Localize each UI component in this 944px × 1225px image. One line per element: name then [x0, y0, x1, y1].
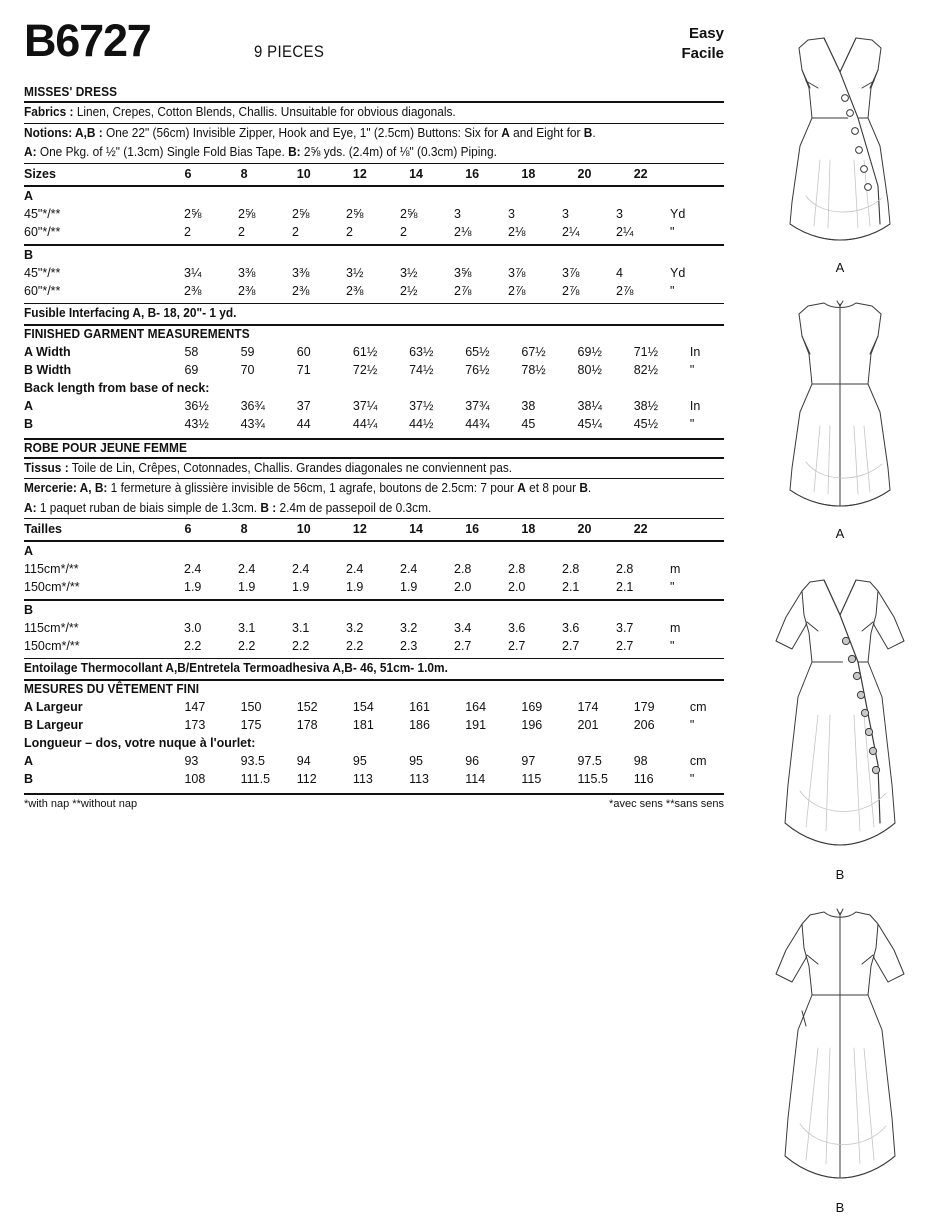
cell: 2⅞ [508, 283, 526, 298]
cell: 2⅞ [454, 283, 472, 298]
table-row [24, 578, 724, 596]
sizes-label-fr: Tailles [24, 522, 62, 537]
cell: 2.2 [184, 639, 202, 654]
cell: 3.2 [400, 621, 418, 636]
back-length-b-label-fr: B [24, 772, 34, 786]
row-label-45-en: 45"*/** [24, 206, 61, 221]
cell: 37¾ [465, 398, 490, 413]
table-row [24, 187, 724, 205]
cell: 82½ [633, 362, 659, 377]
cell: 76½ [465, 362, 490, 377]
dress-a-back-illustration [758, 292, 922, 524]
figure-label: B [835, 867, 845, 882]
cell: 147 [184, 700, 206, 714]
cell: 191 [465, 718, 487, 732]
notions-text-c-fr: . [587, 481, 592, 496]
cell: 95 [352, 754, 367, 768]
table-row [24, 246, 724, 264]
table-row [24, 560, 724, 578]
notions-b-text-fr: 2.4m de passepoil de 0.3cm. [276, 500, 432, 515]
size-col-1: 8 [240, 166, 248, 181]
cell: 44¼ [352, 416, 378, 431]
unit-cell: " [670, 224, 675, 239]
cell: 150 [240, 700, 262, 714]
cell: 152 [296, 700, 318, 714]
table-row [24, 264, 724, 282]
cell: 186 [409, 718, 430, 732]
unit-cell: In [689, 344, 701, 359]
a-width-label-en: A Width [24, 344, 71, 359]
table-row [24, 734, 724, 752]
back-length-label-fr: Longueur – dos, votre nuque à l'ourlet: [24, 736, 256, 750]
cell: 179 [633, 700, 655, 714]
fabrics-line-en [24, 103, 689, 123]
notions-line1-en [24, 124, 689, 144]
cell: 2.2 [292, 639, 310, 654]
fabrics-label-fr: Tissus : [24, 460, 69, 475]
cell: 115.5 [577, 772, 608, 786]
yardage-view-a-en [24, 187, 724, 241]
notions-view-b-fr: B [579, 481, 588, 496]
table-row [24, 716, 724, 734]
size-col-6: 18 [521, 166, 536, 181]
cell: 67½ [521, 344, 546, 359]
cell: 45½ [633, 416, 659, 431]
row-label-45-b-en: 45"*/** [24, 265, 61, 280]
cell: 154 [352, 700, 374, 714]
notions-text-b-fr: et 8 pour [525, 481, 580, 496]
unit-header-en [690, 164, 724, 185]
fabrics-text-fr: Toile de Lin, Crêpes, Cotonnades, Challis. Grandes diagonales ne conviennent pas. [71, 460, 513, 475]
yardage-view-a-fr [24, 542, 724, 596]
back-length-a-label-fr: A [24, 754, 34, 768]
cell: 38¼ [577, 398, 602, 413]
difficulty-badge [681, 24, 724, 65]
size-col-5: 16 [465, 166, 480, 181]
back-length-label-en: Back length from base of neck: [24, 380, 210, 395]
cell: 115 [521, 772, 542, 786]
size-col-5: 16 [465, 522, 480, 537]
cell: 3⅜ [238, 265, 256, 280]
cell: 80½ [577, 362, 602, 377]
cell: 93.5 [240, 754, 265, 768]
table-row [24, 379, 724, 397]
footnote-nap-fr: *avec sens **sans sens [609, 798, 724, 810]
cell: 2⅜ [238, 283, 256, 298]
table-row [24, 619, 724, 637]
yardage-table-fr [24, 519, 724, 540]
cell: 78½ [521, 362, 546, 377]
cell: 2.3 [400, 639, 418, 654]
dress-b-back-illustration [758, 898, 922, 1198]
b-width-label-fr: B Largeur [24, 718, 84, 732]
cell: 37 [296, 398, 311, 413]
unit-cell: m [670, 562, 681, 577]
cell: 181 [352, 718, 374, 732]
cell: 37½ [409, 398, 434, 413]
a-width-label-fr: A Largeur [24, 700, 83, 714]
notions-line1-fr [24, 479, 689, 499]
cell: 3⅝ [454, 265, 472, 280]
table-row-header-fr [24, 519, 724, 540]
cell: 111.5 [240, 772, 271, 786]
cell: 2.8 [508, 562, 526, 577]
notions-text-c-en: . [592, 125, 596, 140]
cell: 3.2 [346, 621, 364, 636]
cell: 3.7 [616, 621, 634, 636]
notions-view-a-fr: A [517, 481, 526, 496]
b-width-label-en: B Width [24, 362, 72, 377]
size-col-0: 6 [184, 522, 192, 537]
finished-measurements-title-en: FINISHED GARMENT MEASUREMENTS [24, 326, 250, 341]
cell: 175 [240, 718, 262, 732]
notions-text-a-fr: 1 fermeture à glissière invisible de 56cm, 1 agrafe, boutons de 2.5cm: 7 pour [107, 481, 518, 496]
cell: 58 [184, 344, 199, 359]
unit-cell: m [670, 621, 681, 636]
cell: 72½ [352, 362, 378, 377]
cell: 2⅛ [508, 224, 526, 239]
cell: 113 [409, 772, 430, 786]
cell: 96 [465, 754, 480, 768]
row-label-115-en: 115cm*/** [24, 562, 79, 577]
row-label-150-en: 150cm*/** [24, 580, 80, 595]
unit-header-fr [690, 519, 724, 540]
unit-cell: " [670, 283, 675, 298]
notions-b-label-en: B: [288, 145, 301, 160]
envelope-header [24, 15, 724, 84]
cell: 2.4 [184, 562, 202, 577]
notions-text-b-en: and Eight for [509, 125, 584, 140]
cell: 95 [409, 754, 423, 768]
unit-cell: " [689, 772, 695, 786]
cell: 45 [521, 416, 536, 431]
cell: 3½ [346, 265, 364, 280]
cell: 97.5 [577, 754, 602, 768]
cell: 2.8 [616, 562, 634, 577]
cell: 3.1 [292, 621, 310, 636]
spacer [184, 187, 724, 205]
difficulty-label-fr: Facile [681, 45, 724, 63]
view-b-heading-fr: B [24, 603, 34, 618]
cell: 71½ [633, 344, 659, 359]
cell: 98 [633, 754, 648, 768]
cell: 108 [184, 772, 206, 786]
cell: 3.4 [454, 621, 472, 636]
cell: 2⅝ [184, 206, 202, 221]
size-col-8: 22 [633, 166, 648, 181]
cell: 2⅝ [400, 206, 418, 221]
size-col-2: 10 [296, 522, 311, 537]
table-row [24, 698, 724, 716]
table-row [24, 223, 724, 241]
interfacing-line-fr: Entoilage Thermocollant A,B/Entretela Termoadhesiva A,B- 46, 51cm- 1.0m. [24, 661, 448, 676]
size-col-4: 14 [409, 522, 423, 537]
cell: 2 [346, 224, 353, 239]
notions-label-en: Notions: A,B : [24, 125, 103, 140]
garment-title-fr: ROBE POUR JEUNE FEMME [24, 440, 187, 455]
cell: 60 [296, 344, 311, 359]
yardage-view-b-en [24, 246, 724, 300]
pattern-info-sheet [24, 0, 724, 1225]
cell: 94 [296, 754, 311, 768]
cell: 173 [184, 718, 206, 732]
table-row [24, 205, 724, 223]
cell: 3½ [400, 265, 418, 280]
cell: 38½ [633, 398, 659, 413]
table-row [24, 415, 724, 433]
cell: 97 [521, 754, 536, 768]
table-row [24, 542, 724, 560]
cell: 2⅛ [454, 224, 472, 239]
row-label-60-b-en: 60"*/** [24, 283, 61, 298]
size-col-8: 22 [633, 522, 648, 537]
spacer [184, 601, 724, 619]
cell: 2.7 [562, 639, 580, 654]
cell: 174 [577, 700, 599, 714]
figure-label: B [835, 1200, 845, 1215]
notions-label-fr: Mercerie: A, B: [24, 481, 108, 496]
cell: 2.4 [400, 562, 418, 577]
cell: 38 [521, 398, 536, 413]
cell: 44 [296, 416, 311, 431]
view-a-heading-en: A [24, 188, 34, 203]
interfacing-line-en: Fusible Interfacing A, B- 18, 20"- 1 yd. [24, 305, 237, 320]
view-b-heading-en: B [24, 247, 34, 262]
cell: 2 [400, 224, 407, 239]
cell: 3 [454, 206, 461, 221]
cell: 74½ [409, 362, 434, 377]
cell: 71 [296, 362, 311, 377]
cell: 44¾ [465, 416, 490, 431]
cell: 112 [296, 772, 317, 786]
cell: 2 [184, 224, 191, 239]
cell: 1.9 [346, 580, 364, 595]
footnotes [24, 795, 724, 815]
notions-a-text-fr: 1 paquet ruban de biais simple de 1.3cm. [36, 500, 261, 515]
cell: 2⅝ [238, 206, 256, 221]
table-row [24, 361, 724, 379]
cell: 196 [521, 718, 543, 732]
notions-view-a-en: A [501, 125, 510, 140]
cell: 2.7 [508, 639, 526, 654]
notions-b-label-fr: B : [260, 500, 277, 515]
table-row [24, 752, 724, 770]
notions-text-a-en: One 22" (56cm) Invisible Zipper, Hook and Eye, 1" (2.5cm) Buttons: Six for [106, 125, 502, 140]
fabrics-label-en: Fabrics : [24, 105, 74, 119]
cell: 1.9 [184, 580, 202, 595]
dress-a-front-illustration [758, 26, 922, 258]
unit-cell: Yd [670, 206, 686, 221]
table-row [24, 343, 724, 361]
figure-a-back [750, 292, 930, 541]
cell: 2.2 [346, 639, 364, 654]
finished-measurements-en [24, 343, 724, 433]
cell: 114 [465, 772, 486, 786]
table-row [24, 601, 724, 619]
dress-b-front-illustration [758, 565, 922, 865]
table-row [24, 637, 724, 655]
unit-cell: " [689, 718, 695, 732]
back-length-b-label-en: B [24, 416, 34, 431]
cell: 61½ [352, 344, 378, 359]
notions-line2-en [24, 143, 689, 163]
cell: 2.1 [562, 580, 580, 595]
figure-b-front [750, 565, 930, 882]
cell: 1.9 [400, 580, 418, 595]
piece-count: 9 PIECES [254, 42, 325, 61]
cell: 43½ [184, 416, 209, 431]
cell: 63½ [409, 344, 434, 359]
cell: 43¾ [240, 416, 265, 431]
size-col-3: 12 [352, 166, 367, 181]
cell: 1.9 [292, 580, 310, 595]
unit-cell: " [670, 580, 675, 595]
cell: 178 [296, 718, 318, 732]
cell: 2.7 [616, 639, 634, 654]
cell: 2.8 [454, 562, 472, 577]
cell: 59 [240, 344, 255, 359]
size-col-7: 20 [577, 166, 592, 181]
row-label-150-b-fr: 150cm*/** [24, 639, 80, 654]
unit-cell: In [689, 398, 701, 413]
cell: 161 [409, 700, 430, 714]
cell: 93 [184, 754, 199, 768]
cell: 2⅜ [346, 283, 364, 298]
table-row [24, 397, 724, 415]
size-col-3: 12 [352, 522, 367, 537]
size-col-4: 14 [409, 166, 423, 181]
cell: 2.4 [292, 562, 310, 577]
cell: 2⅝ [292, 206, 310, 221]
cell: 2½ [400, 283, 418, 298]
notions-b-text-en: 2⅝ yds. (2.4m) of ⅛" (0.3cm) Piping. [300, 145, 497, 160]
cell: 2¼ [562, 224, 580, 239]
finished-measurements-title-fr: MESURES DU VÊTEMENT FINI [24, 682, 200, 696]
notions-line2-fr [24, 499, 689, 519]
cell: 2⅞ [616, 283, 634, 298]
cell: 2.1 [616, 580, 634, 595]
figure-a-front [750, 26, 930, 275]
cell: 70 [240, 362, 255, 377]
unit-cell: " [670, 639, 675, 654]
cell: 201 [577, 718, 599, 732]
size-col-7: 20 [577, 522, 592, 537]
cell: 2.2 [238, 639, 256, 654]
cell: 2¼ [616, 224, 634, 239]
unit-cell: " [689, 362, 695, 377]
notions-a-label-fr: A: [24, 500, 37, 515]
cell: 36¾ [240, 398, 265, 413]
cell: 4 [616, 265, 623, 280]
cell: 169 [521, 700, 543, 714]
difficulty-label-en: Easy [688, 25, 724, 42]
size-col-0: 6 [184, 166, 192, 181]
cell: 2⅜ [184, 283, 202, 298]
row-label-115-b-fr: 115cm*/** [24, 621, 79, 636]
row-label-60-en: 60"*/** [24, 224, 61, 239]
cell: 3⅞ [562, 265, 580, 280]
cell: 3 [508, 206, 515, 221]
size-col-2: 10 [296, 166, 311, 181]
garment-title-en: MISSES' DRESS [24, 85, 118, 99]
finished-measurements-fr [24, 698, 724, 788]
cell: 2⅜ [292, 283, 310, 298]
cell: 2.8 [562, 562, 580, 577]
fabrics-text-en: Linen, Crepes, Cotton Blends, Challis. Unsuitable for obvious diagonals. [76, 105, 456, 119]
cell: 3 [562, 206, 569, 221]
unit-cell: cm [689, 754, 707, 768]
cell: 2.0 [454, 580, 472, 595]
fabrics-line-fr [24, 459, 689, 479]
view-a-heading-fr: A [24, 544, 34, 559]
cell: 3.1 [238, 621, 256, 636]
sizes-label-en: Sizes [24, 166, 56, 181]
cell: 3.0 [184, 621, 202, 636]
figure-label: A [835, 260, 845, 275]
cell: 2.4 [346, 562, 364, 577]
cell: 3.6 [508, 621, 526, 636]
illustration-column [744, 0, 944, 1225]
size-col-6: 18 [521, 522, 536, 537]
unit-cell: cm [689, 700, 707, 714]
cell: 45¼ [577, 416, 602, 431]
table-row [24, 770, 724, 788]
cell: 113 [352, 772, 373, 786]
cell: 3⅜ [292, 265, 310, 280]
figure-b-back [750, 898, 930, 1215]
cell: 1.9 [238, 580, 256, 595]
cell: 164 [465, 700, 487, 714]
cell: 69 [184, 362, 199, 377]
cell: 2⅝ [346, 206, 364, 221]
cell: 206 [633, 718, 655, 732]
cell: 2⅞ [562, 283, 580, 298]
table-row-header-en [24, 164, 724, 185]
cell: 2.7 [454, 639, 472, 654]
table-row [24, 282, 724, 300]
cell: 37¼ [352, 398, 378, 413]
notions-view-b-en: B [583, 125, 593, 140]
cell: 3.6 [562, 621, 580, 636]
cell: 2.0 [508, 580, 526, 595]
cell: 116 [633, 772, 654, 786]
cell: 2.4 [238, 562, 256, 577]
page-title: B6727 [24, 15, 151, 66]
unit-cell: Yd [670, 265, 686, 280]
yardage-table-en [24, 164, 724, 185]
cell: 2 [238, 224, 245, 239]
cell: 44½ [409, 416, 434, 431]
cell: 36½ [184, 398, 209, 413]
cell: 69½ [577, 344, 602, 359]
unit-cell: " [689, 416, 695, 431]
figure-label: A [835, 526, 845, 541]
spacer [184, 246, 724, 264]
back-length-a-label-en: A [24, 398, 34, 413]
cell: 3 [616, 206, 623, 221]
cell: 65½ [465, 344, 490, 359]
notions-a-text-en: One Pkg. of ½" (1.3cm) Single Fold Bias Tape. [36, 145, 289, 160]
cell: 2 [292, 224, 299, 239]
cell: 3¼ [184, 265, 202, 280]
notions-a-label-en: A: [24, 145, 37, 160]
spacer [184, 542, 724, 560]
cell: 3⅞ [508, 265, 526, 280]
yardage-view-b-fr [24, 601, 724, 655]
size-col-1: 8 [240, 522, 248, 537]
footnote-nap-en: *with nap **without nap [24, 798, 138, 810]
